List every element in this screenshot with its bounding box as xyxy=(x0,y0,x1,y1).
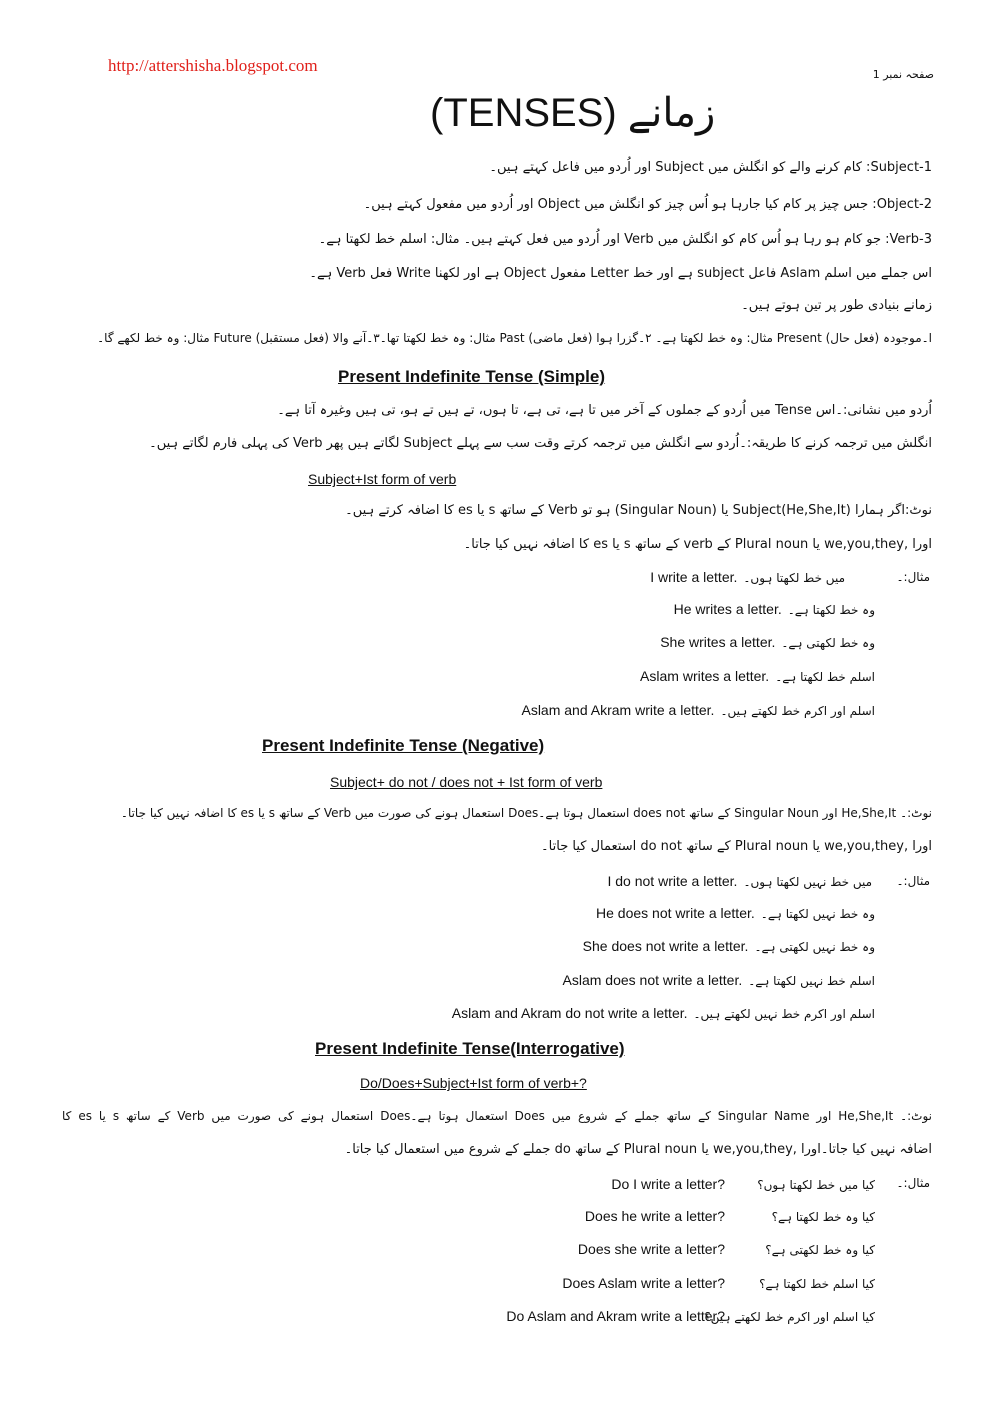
note-line: انگلش میں ترجمہ کرنے کا طریقہ:۔اُردو سے انگلش میں ترجمہ کرتے وقت سب سے پہلے Subject لگاتے ہیں پھر Verb کی پہلی فارم لگاتے ہیں۔ xyxy=(149,436,932,451)
section-heading: Present Indefinite Tense(Interrogative) xyxy=(315,1039,625,1058)
example-row xyxy=(521,702,875,718)
example-urdu: کیا اسلم خط لکھتا ہے؟ xyxy=(759,1277,875,1291)
example-row xyxy=(475,1275,875,1291)
example-label: مثال:۔ xyxy=(896,874,930,888)
note-line: اُردو میں نشانی:۔اس Tense میں اُردو کے جملوں کے آخر میں تا ہے، تی ہے، تا ہوں، تے ہیں تے ہو، تی ہیں وغیرہ آتا ہے۔ xyxy=(277,403,932,418)
example-urdu: کیا میں خط لکھتا ہوں؟ xyxy=(757,1178,875,1192)
example-english: I write a letter. xyxy=(650,569,738,585)
intro-line: اس جملے میں اسلم Aslam فاعل subject ہے اور خط Letter مفعول Object ہے اور لکھنا Write فعل Verb ہے۔ xyxy=(309,266,932,281)
intro-line: Verb-3: جو کام ہو رہا ہو اُس کام کو انگلش میں Verb اور اُردو میں فعل کہتے ہیں۔ مثال: اسلم خط لکھتا ہے۔ xyxy=(318,232,932,247)
example-urdu: اسلم خط نہیں لکھتا ہے۔ xyxy=(748,974,875,988)
note-line: نوٹ:۔ He,She,It اور Singular Noun کے ساتھ does not استعمال ہوتا ہے۔Does استعمال ہونے کی صورت میں Verb کے ساتھ s یا es کا اضافہ نہیں کیا جاتا۔ xyxy=(120,806,932,820)
example-urdu: اسلم اور اکرم خط نہیں لکھتے ہیں۔ xyxy=(693,1007,875,1021)
example-label: مثال:۔ xyxy=(896,1176,930,1190)
note-line: اضافہ نہیں کیا جاتا۔اورا ,we,you,they یا Plural noun کے ساتھ do جملے کے شروع میں استعمال کیا جاتا۔ xyxy=(344,1142,932,1157)
example-row xyxy=(475,1176,875,1192)
example-english: Does Aslam write a letter? xyxy=(562,1275,725,1291)
example-english: She does not write a letter. xyxy=(582,938,749,954)
intro-line: Object-2: جس چیز پر کام کیا جارہا ہو اُس چیز کو انگلش میں Object اور اُردو میں مفعول کہتے ہیں۔ xyxy=(363,197,932,212)
example-urdu: وہ خط لکھتا ہے۔ xyxy=(787,603,875,617)
formula: Subject+ do not / does not + Ist form of verb xyxy=(330,774,603,790)
example-english: He writes a letter. xyxy=(673,601,782,617)
example-urdu: وہ خط نہیں لکھتی ہے۔ xyxy=(754,940,875,954)
example-urdu: وہ خط لکھتی ہے۔ xyxy=(781,636,875,650)
example-urdu: کیا اسلم اور اکرم خط لکھتے ہیں؟ xyxy=(704,1310,875,1324)
intro-line: ا۔موجودہ (فعل حال) Present مثال: وہ خط لکھتا ہے۔ ۲۔گزرا ہوا (فعل ماضی) Past مثال: وہ خط لکھتا تھا۔۳۔آنے والا (فعل مستقبل) Future مثال: وہ خط لکھے گا۔ xyxy=(97,331,932,345)
example-english: Aslam and Akram write a letter. xyxy=(521,702,715,718)
example-row xyxy=(660,634,875,650)
example-urdu: اسلم خط لکھتا ہے۔ xyxy=(775,670,875,684)
example-english: Do I write a letter? xyxy=(611,1176,725,1192)
note-line: نوٹ:۔ He,She,It اور Singular Name کے ساتھ جملے کے شروع میں Does استعمال ہوتا ہے۔Does استعمال ہونے کی صورت میں Verb کے ساتھ s یا es کا xyxy=(62,1109,933,1123)
page-number: صفحہ نمبر 1 xyxy=(872,68,934,81)
example-urdu: میں خط لکھتا ہوں۔ xyxy=(743,571,845,585)
example-row xyxy=(475,1241,875,1257)
blog-url-link[interactable]: http://attershisha.blogspot.com xyxy=(108,56,318,75)
example-row xyxy=(650,569,845,585)
note-line: نوٹ:اگر ہمارا Subject(He,She,It) یا (Singular Noun) ہو تو Verb کے ساتھ s یا es کا اضافہ کرتے ہیں۔ xyxy=(345,503,932,518)
example-english: Aslam writes a letter. xyxy=(640,668,770,684)
note-line: اورا ,we,you,they یا Plural noun کے verb کے ساتھ s یا es کا اضافہ نہیں کیا جاتا۔ xyxy=(463,537,932,552)
example-urdu: وہ خط نہیں لکھتا ہے۔ xyxy=(760,907,875,921)
section-heading: Present Indefinite Tense (Simple) xyxy=(338,367,606,386)
example-urdu: اسلم اور اکرم خط لکھتے ہیں۔ xyxy=(720,704,875,718)
example-english: Do Aslam and Akram write a letter? xyxy=(506,1308,725,1324)
example-row xyxy=(674,601,875,617)
example-row xyxy=(607,873,872,889)
formula: Subject+Ist form of verb xyxy=(308,471,457,487)
example-english: Does he write a letter? xyxy=(584,1208,725,1224)
example-label: مثال:۔ xyxy=(896,570,930,584)
example-row xyxy=(475,1308,875,1324)
example-english: She writes a letter. xyxy=(660,634,776,650)
page-title: زمانے (TENSES) xyxy=(430,91,716,135)
example-row xyxy=(475,1208,875,1224)
intro-line: Subject-1: کام کرنے والے کو انگلش میں Subject اور اُردو میں فاعل کہتے ہیں۔ xyxy=(489,160,932,175)
section-heading: Present Indefinite Tense (Negative) xyxy=(262,736,545,755)
note-line: اورا ,we,you,they یا Plural noun کے ساتھ do not استعمال کیا جاتا۔ xyxy=(541,839,932,854)
example-row xyxy=(452,1005,875,1021)
example-english: He does not write a letter. xyxy=(596,905,755,921)
example-english: Does she write a letter? xyxy=(577,1241,725,1257)
example-row xyxy=(596,905,875,921)
example-urdu: میں خط نہیں لکھتا ہوں۔ xyxy=(743,875,872,889)
intro-line: زمانے بنیادی طور پر تین ہوتے ہیں۔ xyxy=(741,298,932,313)
example-english: Aslam does not write a letter. xyxy=(562,972,743,988)
example-english: Aslam and Akram do not write a letter. xyxy=(451,1005,688,1021)
example-urdu: کیا وہ خط لکھتی ہے؟ xyxy=(765,1243,875,1257)
formula: Do/Does+Subject+Ist form of verb+? xyxy=(360,1075,587,1091)
example-urdu: کیا وہ خط لکھتا ہے؟ xyxy=(771,1210,875,1224)
example-row xyxy=(640,668,875,684)
example-english: I do not write a letter. xyxy=(607,873,738,889)
example-row xyxy=(563,972,876,988)
example-row xyxy=(583,938,875,954)
